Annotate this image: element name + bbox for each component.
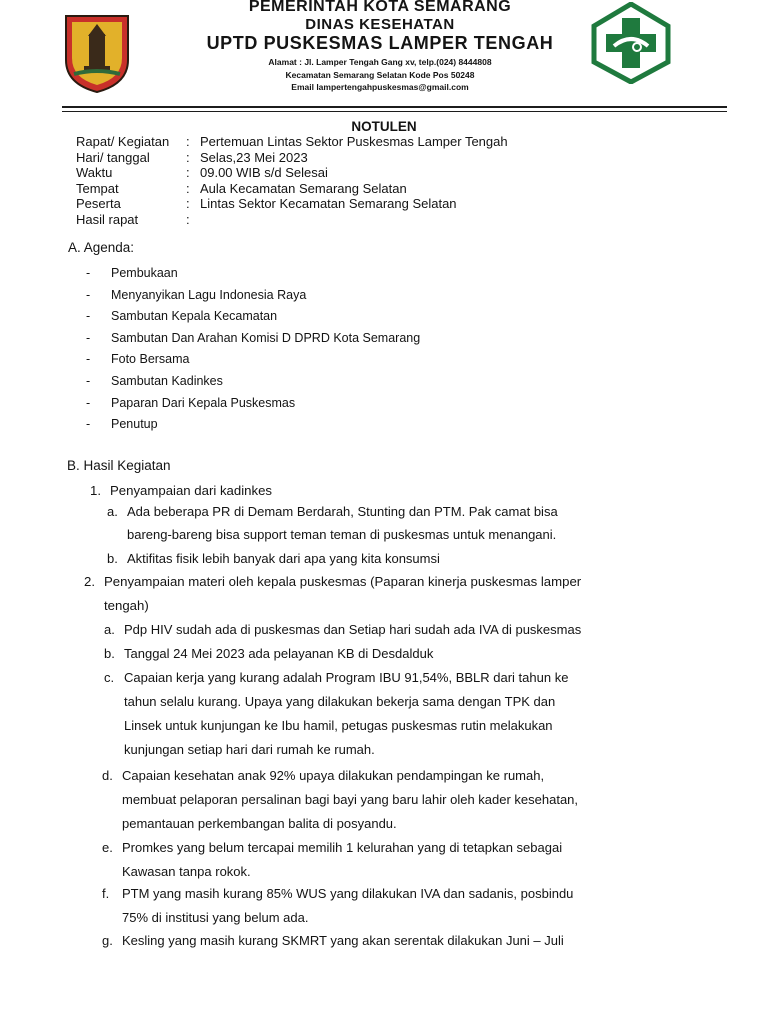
meeting-info	[76, 134, 716, 228]
sub-label: c.	[104, 670, 115, 685]
result-number: 2.	[84, 574, 95, 589]
list-dash: -	[86, 309, 91, 324]
sub-line: kunjungan setiap hari dari rumah ke rumah.	[124, 742, 375, 757]
puskesmas-logo	[590, 2, 672, 84]
result-text: tengah)	[104, 598, 149, 613]
list-dash: -	[86, 373, 91, 388]
result-item-1	[90, 479, 650, 502]
sub-line: Capaian kerja yang kurang adalah Program IBU 91,54%, BBLR dari tahun ke	[124, 670, 569, 685]
list-dash: -	[86, 287, 91, 302]
sub-line: tahun selalu kurang. Upaya yang dilakukan bekerja sama dengan TPK dan	[124, 694, 556, 709]
result-2c	[104, 666, 644, 762]
meta-row-result	[76, 212, 716, 228]
result-2g	[102, 929, 647, 953]
sub-line: Linsek untuk kunjungan ke Ibu hamil, petugas puskesmas rutin melakukan	[124, 718, 553, 733]
sub-label: g.	[102, 933, 113, 948]
meta-colon: :	[186, 149, 190, 165]
sub-label: a.	[104, 622, 115, 637]
agenda-item	[86, 393, 686, 415]
letterhead-department: DINAS KESEHATAN	[305, 16, 455, 33]
meta-row-time	[76, 165, 716, 181]
sub-line: Kawasan tanpa rokok.	[122, 864, 251, 879]
letterhead-institution: UPTD PUSKESMAS LAMPER TENGAH	[206, 33, 554, 53]
meta-value: Aula Kecamatan Semarang Selatan	[200, 180, 407, 196]
result-2d	[102, 764, 647, 836]
letterhead-email: Email lampertengahpuskesmas@gmail.com	[291, 82, 469, 92]
list-dash: -	[86, 417, 91, 432]
section-b-heading: B. Hasil Kegiatan	[67, 458, 171, 473]
meta-label: Tempat	[76, 180, 119, 196]
agenda-item	[86, 263, 686, 285]
sub-label: b.	[107, 551, 118, 566]
meta-row-place	[76, 181, 716, 197]
letterhead-government: PEMERINTAH KOTA SEMARANG	[248, 0, 512, 15]
agenda-list	[86, 263, 686, 436]
sub-line: PTM yang masih kurang 85% WUS yang dilakukan IVA dan sadanis, posbindu	[122, 886, 574, 901]
sub-label: f.	[102, 886, 110, 901]
agenda-item	[86, 414, 686, 436]
sub-line: Capaian kesehatan anak 92% upaya dilakukan pendampingan ke rumah,	[122, 768, 545, 783]
agenda-item	[86, 328, 686, 350]
agenda-item	[86, 371, 686, 393]
agenda-item-text: Sambutan Kadinkes	[111, 373, 223, 388]
result-text: Penyampaian materi oleh kepala puskesmas (Paparan kinerja puskesmas lamper	[104, 574, 582, 589]
meta-value: 09.00 WIB s/d Selesai	[200, 165, 328, 181]
meta-colon: :	[186, 134, 190, 149]
letterhead-rule-thin	[62, 111, 727, 112]
agenda-item	[86, 306, 686, 328]
result-item-2	[84, 570, 654, 616]
sub-line: Promkes yang belum tercapai memilih 1 kelurahan yang di tetapkan sebagai	[122, 840, 563, 855]
sub-label: b.	[104, 646, 115, 661]
meta-colon: :	[186, 165, 190, 181]
sub-line: Pdp HIV sudah ada di puskesmas dan Setiap hari sudah ada IVA di puskesmas	[124, 622, 582, 637]
meta-colon: :	[186, 180, 190, 196]
agenda-item-text: Sambutan Kepala Kecamatan	[111, 309, 278, 324]
result-2f	[102, 882, 647, 930]
meta-value: Lintas Sektor Kecamatan Semarang Selatan	[200, 196, 457, 212]
agenda-item	[86, 285, 686, 307]
meta-label: Waktu	[76, 165, 113, 181]
sub-label: d.	[102, 768, 113, 783]
sub-line: Ada beberapa PR di Demam Berdarah, Stunting dan PTM. Pak camat bisa	[127, 504, 558, 519]
semarang-emblem-logo	[62, 12, 132, 94]
letterhead-district: Kecamatan Semarang Selatan Kode Pos 50248	[285, 70, 475, 80]
document-title: NOTULEN	[351, 119, 417, 134]
sub-line: Tanggal 24 Mei 2023 ada pelayanan KB di Desdalduk	[124, 646, 434, 661]
sub-line: membuat pelaporan persalinan bagi bayi yang baru lahir oleh kader kesehatan,	[122, 792, 579, 807]
result-number: 1.	[90, 483, 101, 498]
list-dash: -	[86, 330, 91, 345]
sub-line: 75% di institusi yang belum ada.	[122, 910, 309, 925]
agenda-item	[86, 349, 686, 371]
section-a-heading: A. Agenda:	[68, 240, 135, 255]
meta-row-participants	[76, 196, 716, 212]
sub-label: a.	[107, 504, 118, 519]
meta-label: Rapat/ Kegiatan	[76, 134, 170, 149]
agenda-item-text: Penutup	[111, 417, 158, 432]
meta-value: Pertemuan Lintas Sektor Puskesmas Lamper Tengah	[200, 134, 508, 149]
meta-value: Selas,23 Mei 2023	[200, 149, 308, 165]
agenda-item-text: Sambutan Dan Arahan Komisi D DPRD Kota Semarang	[111, 330, 421, 345]
meta-label: Hari/ tanggal	[76, 149, 150, 165]
result-2e	[102, 836, 647, 884]
list-dash: -	[86, 266, 91, 280]
agenda-item-text: Pembukaan	[111, 266, 178, 280]
meta-row-meeting	[76, 134, 716, 150]
list-dash: -	[86, 352, 91, 367]
agenda-item-text: Paparan Dari Kepala Puskesmas	[111, 395, 296, 410]
result-1a	[107, 500, 647, 547]
result-1b	[107, 547, 647, 570]
sub-line: pemantauan perkembangan balita di posyandu.	[122, 816, 397, 831]
result-2a	[104, 618, 644, 641]
letterhead-address: Alamat : Jl. Lamper Tengah Gang xv, telp.(024) 8444808	[268, 57, 492, 67]
meta-colon: :	[186, 211, 190, 227]
sub-label: e.	[102, 840, 113, 855]
result-2b	[104, 642, 644, 665]
meta-label: Hasil rapat	[76, 211, 139, 227]
meta-colon: :	[186, 196, 190, 212]
meta-row-date	[76, 150, 716, 166]
sub-line: bareng-bareng bisa support teman teman di puskesmas untuk menangani.	[127, 527, 557, 542]
agenda-item-text: Menyanyikan Lagu Indonesia Raya	[111, 287, 307, 302]
sub-line: Kesling yang masih kurang SKMRT yang akan serentak dilakukan Juni – Juli	[122, 933, 564, 948]
result-text: Penyampaian dari kadinkes	[110, 483, 273, 498]
agenda-item-text: Foto Bersama	[111, 352, 190, 367]
list-dash: -	[86, 395, 91, 410]
letterhead-rule-thick	[62, 106, 727, 108]
meta-label: Peserta	[76, 196, 121, 212]
sub-line: Aktifitas fisik lebih banyak dari apa yang kita konsumsi	[127, 551, 440, 566]
